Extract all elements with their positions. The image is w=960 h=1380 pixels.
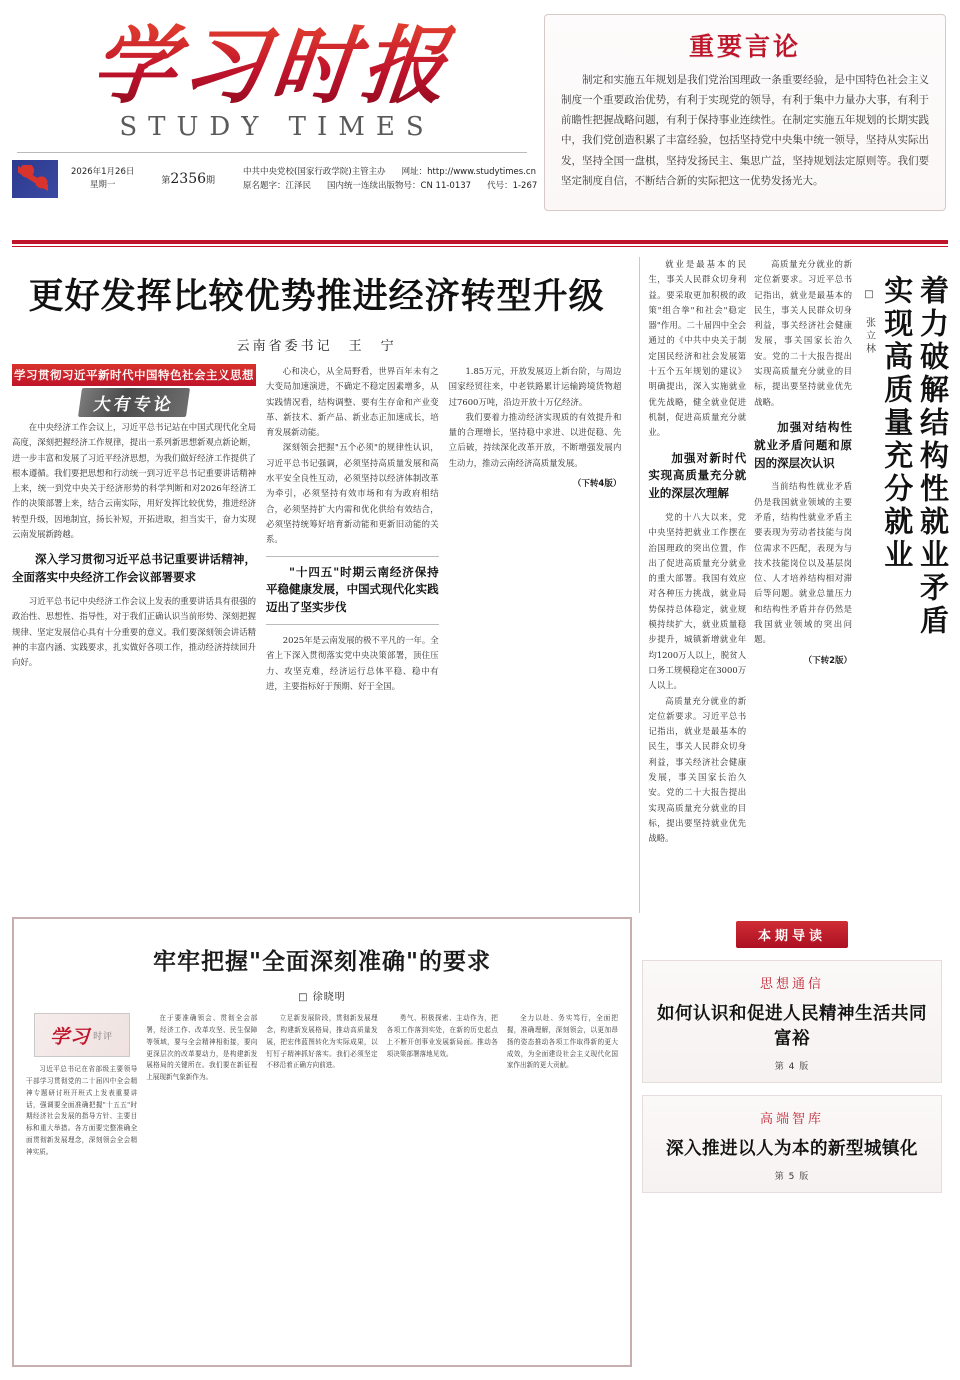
publisher-name: 中共中央党校(国家行政学院)主管主办 [243, 167, 386, 178]
stamp-main-text: 学习 [50, 1025, 91, 1048]
brush-label [12, 388, 256, 414]
lead-subheading-2: "十四五"时期云南经济保持平稳健康发展，中国式现代化实践迈出了坚实步伐 [266, 556, 439, 625]
statement-body: 制定和实施五年规划是我们党治国理政一条重要经验，是中国特色社会主义制度一个重要政治优势，有利于实现党的领导，有利于集中力量办大事，有利于前瞻性把握战略问题，有利于保持事业连续性。在制定实施五年规划的长期实践中，我们党创造积累了丰富经验，包括坚持党中央集中统一领导，坚持从实际出发，坚持全国一盘棋，坚持发扬民主、集思广益，坚持规划法定原则等。我们要坚定制度自信，不断结合新的实际把这一优势发扬光大。 [561, 74, 929, 187]
right-section-heading-2: 加强对结构性就业矛盾问题和原因的深层次认识 [754, 419, 853, 470]
right-column-1 [648, 257, 746, 913]
bottom-article-title[interactable]: 牢牢把握"全面深刻准确"的要求 [153, 948, 491, 975]
right-section-heading-1: 加强对新时代实现高质量充分就业的深层次理解 [648, 450, 747, 501]
statement-title: 重要言论 [688, 32, 801, 61]
stamp-sub-text: 时评 [93, 1031, 114, 1042]
newspaper-title-english: STUDY TIMES [119, 112, 435, 143]
guide-item-2[interactable] [642, 1095, 942, 1193]
bottom-column-3 [266, 1013, 377, 1159]
publication-date [64, 166, 141, 192]
column-divider [639, 257, 640, 913]
guide-item-kicker: 高端智库 [759, 1112, 824, 1127]
important-statement-area [532, 8, 948, 238]
guide-item-page: 第 4 版 [774, 1062, 810, 1072]
guide-title-bar [642, 921, 942, 948]
issue-guide-box [642, 917, 942, 1367]
lead-headline[interactable]: 更好发挥比较优势推进经济转型升级 [28, 276, 605, 317]
right-column-2 [754, 257, 852, 913]
guide-item-kicker: 思想通信 [759, 977, 824, 992]
red-thin-bar [12, 246, 948, 247]
red-divider-bar [12, 240, 948, 244]
website-url[interactable]: 网址：http://www.studytimes.cn [401, 167, 536, 178]
masthead [0, 0, 960, 238]
paragraph: 当前结构性就业矛盾仍是我国就业领域的主要矛盾，结构性就业矛盾主要表现为劳动者技能与岗位需求不匹配，表现为与技术技能岗位以及基层岗位、人才培养结构相对滞后等问题。就业总量压力和结构性矛盾并存仍然是我国就业领域的突出问题。 [754, 481, 853, 645]
paragraph: 1.85万元，开放发展迈上新台阶，与周边国家经贸往来，中老铁路累计运输跨境货物超过7600万吨，沿边开放十万亿经济。 [448, 366, 622, 407]
publisher-info [235, 165, 537, 193]
vertical-headline-line-1[interactable]: 着力破解结构性就业矛盾 [916, 275, 950, 638]
study-commentary-stamp-icon [34, 1013, 130, 1057]
continued-note[interactable]: （下转4版） [572, 479, 622, 490]
serial-line [243, 179, 537, 193]
right-col2-text [754, 257, 852, 648]
bottom-boxed-article [12, 917, 632, 1367]
paragraph: 习近平总书记在省部级主要领导干部学习贯彻党的二十届四中全会精神专题研讨班开班式上发表重要讲话，强调要全面准确把握"十五五"时期经济社会发展的指导方针、主要目标和重大举措。各方面要完整准确全面贯彻新发展理念，深刻领会全会精神实质。 [26, 1065, 138, 1157]
important-statement-box [544, 14, 946, 211]
serial-number: 国内统一连续出版物号：CN 11-0137 [327, 181, 472, 192]
theme-banner: 学习贯彻习近平新时代中国特色社会主义思想 [12, 364, 256, 386]
newspaper-emblem-icon [12, 160, 58, 198]
lead-column-2 [266, 364, 439, 694]
bottom-col3-text [266, 1013, 377, 1072]
guide-title-text: 本期导读 [736, 921, 848, 948]
guide-item-1[interactable] [642, 960, 942, 1083]
postal-code: 代号：1-267 [487, 181, 538, 192]
right-col1-text [648, 257, 746, 847]
lead-byline: 云南省委书记 王 宁 [236, 339, 397, 354]
lead-col1-text [12, 420, 256, 670]
paragraph: 2025年是云南发展的极不平凡的一年。全省上下深入贯彻落实党中央决策部署，顶住压力、攻坚克难，经济运行总体平稳、稳中有进，主要指标好于预期、好于全国。 [266, 635, 439, 691]
lead-column-3 [449, 364, 622, 694]
lead-col3-text [449, 364, 622, 471]
paragraph: 高质量充分就业的新定位新要求。习近平总书记指出，就业是最基本的民生，事关人民群众切身利益，事关经济社会健康发展，事关国家长治久安。党的二十大报告提出实现高质量充分就业的目标，提出要坚持就业优先战略。 [754, 259, 853, 407]
paragraph: 立足新发展阶段，贯彻新发展理念，构建新发展格局，推动高质量发展，把宏伟蓝图转化为实际成果，以钉钉子精神抓好落实。我们必须坚定不移沿着正确方向前进。 [266, 1014, 378, 1070]
paragraph: 习近平总书记中央经济工作会议上发表的重要讲话具有很强的政治性、思想性、指导性，对于我们正确认识当前形势、深刻把握规律、坚定发展信心具有十分重要的意义。我们要深刻领会讲话精神的丰富内涵、实践要求，扎实做好各项工作，推动经济持续回升向好。 [12, 596, 256, 668]
paragraph: 党的十八大以来，党中央坚持把就业工作摆在治国理政的突出位置，作出了促进高质量充分就业的重大部署。我国有效应对各种压力挑战，就业局势保持总体稳定，就业规模持续扩大，就业质量稳步提升，城镇新增就业年均1200万人以上，脱贫人口务工规模稳定在3000万人以上。 [648, 512, 747, 691]
paragraph: 在中央经济工作会议上，习近平总书记站在中国式现代化全局高度，深刻把握经济工作规律，提出一系列新思想新观点新论断，进一步丰富和发展了习近平经济思想，为我们做好经济工作提供了根本遵循。我们要把思想和行动统一到习近平总书记重要讲话精神上来，统一到党中央关于经济形势的科学判断和对2026年经济工作的决策部署上来，结合云南实际，用好发挥比较优势，推进经济转型升级，因地制宜，扬长补短，开拓进取，担当实干，奋力实现云南发展新跨越。 [12, 422, 256, 540]
bottom-col4-text [387, 1013, 498, 1060]
bottom-article-columns [26, 1013, 618, 1159]
bottom-column-1 [26, 1013, 137, 1159]
weekday-text: 星期一 [89, 180, 116, 191]
masthead-divider [17, 152, 527, 153]
lead-column-1 [12, 364, 256, 694]
paragraph: 心和决心，从全局野看，世界百年未有之大变局加速演进，不确定不稳定因素增多，从实践情况看，结构调整、要有生存命和产业变革、新技术、新产品、新业态正加速成长，培育发展新动能。 [266, 366, 439, 438]
bottom-column-5 [507, 1013, 618, 1159]
lead-subheading-1: 深入学习贯彻习近平总书记重要讲话精神，全面落实中央经济工作会议部署要求 [12, 552, 256, 585]
right-article [648, 257, 948, 913]
bottom-article-byline: □ 徐晓明 [298, 992, 346, 1003]
vertical-headline-line-2[interactable]: 实现高质量充分就业 [880, 275, 915, 572]
paragraph: 在于要准确领会、贯彻全会部署，经济工作、改革攻坚、民生保障等领域，要与全会精神相衔接，要向更深层次的改革要动力，是构建新发展格局的关键所在。我们要在新征程上展现新气象新作为。 [146, 1014, 258, 1082]
calligrapher-credit: 原名题字：江泽民 [243, 181, 312, 192]
brush-label-text: 大有专论 [78, 388, 190, 417]
masthead-logo-area [12, 8, 538, 238]
issue-number [153, 171, 223, 187]
newspaper-title-chinese: 学习时报 [86, 16, 458, 115]
bottom-col5-text [507, 1013, 618, 1072]
lead-col2-text [266, 364, 439, 694]
right-article-author: □ 张立林 [863, 289, 875, 356]
vertical-headline-area [852, 257, 948, 913]
guide-item-title[interactable]: 如何认识和促进人民精神生活共同富裕 [657, 1004, 927, 1049]
paragraph: 全力以赴、务实笃行，全面把握，准确理解，深刻领会，以更加昂扬的姿态推动各项工作取得新的更大成效，为全面建设社会主义现代化国家作出新的更大贡献。 [506, 1014, 619, 1070]
issue-suffix: 期 [206, 176, 216, 187]
publisher-line [243, 165, 537, 179]
lead-article-columns [12, 364, 621, 694]
guide-item-page: 第 5 版 [774, 1172, 810, 1182]
paragraph: 深刻领会把握"五个必须"的规律性认识，习近平总书记强调，必须坚持高质量发展和高水平安全良性互动，必须坚持以经济体制改革为牵引，必须坚持有效市场和有为政府相结合，必须坚持扩大内需和优化供给有效结合，必须坚持统筹好培育新动能和更新旧动能的关系。 [266, 442, 439, 545]
continued-note[interactable]: （下转2版） [803, 655, 853, 666]
guide-item-title[interactable]: 深入推进以人为本的新型城镇化 [666, 1139, 918, 1159]
paragraph: 勇气、积极探索、主动作为，把各项工作落到实处，在新的历史起点上不断开创事业发展新局面。推动各项决策部署落地见效。 [386, 1014, 498, 1058]
masthead-info-bar [12, 160, 538, 198]
paragraph: 就业是最基本的民生，事关人民群众切身利益。要采取更加积极的政策"组合拳"和社会"稳定器"作用。二十届四中全会通过的《中共中央关于制定国民经济和社会发展第十五个五年规划的建议》明确提出，深入实施就业优先战略，健全就业促进机制，促进高质量充分就业。 [648, 259, 747, 438]
lead-article [12, 257, 631, 913]
bottom-col1-text [26, 1064, 137, 1159]
issue-value: 2356 [170, 171, 207, 188]
issue-prefix: 第 [161, 176, 171, 187]
bottom-column-4 [387, 1013, 498, 1159]
paragraph: 我们要着力推动经济实现质的有效提升和量的合理增长，坚持稳中求进、以进促稳、先立后破，持续深化改革开放，不断增强发展内生动力，推动云南经济高质量发展。 [448, 411, 622, 468]
right-article-columns [648, 257, 852, 913]
page-bottom [0, 913, 960, 1367]
date-text: 2026年1月26日 [71, 167, 135, 178]
bottom-column-2 [146, 1013, 257, 1159]
paragraph: 高质量充分就业的新定位新要求。习近平总书记指出，就业是最基本的民生，事关人民群众切身利益，事关经济社会健康发展，事关国家长治久安。党的二十大报告提出实现高质量充分就业的目标，提出要坚持就业优先战略。 [648, 695, 747, 844]
page-main-body [0, 253, 960, 913]
bottom-col2-text [146, 1013, 257, 1084]
